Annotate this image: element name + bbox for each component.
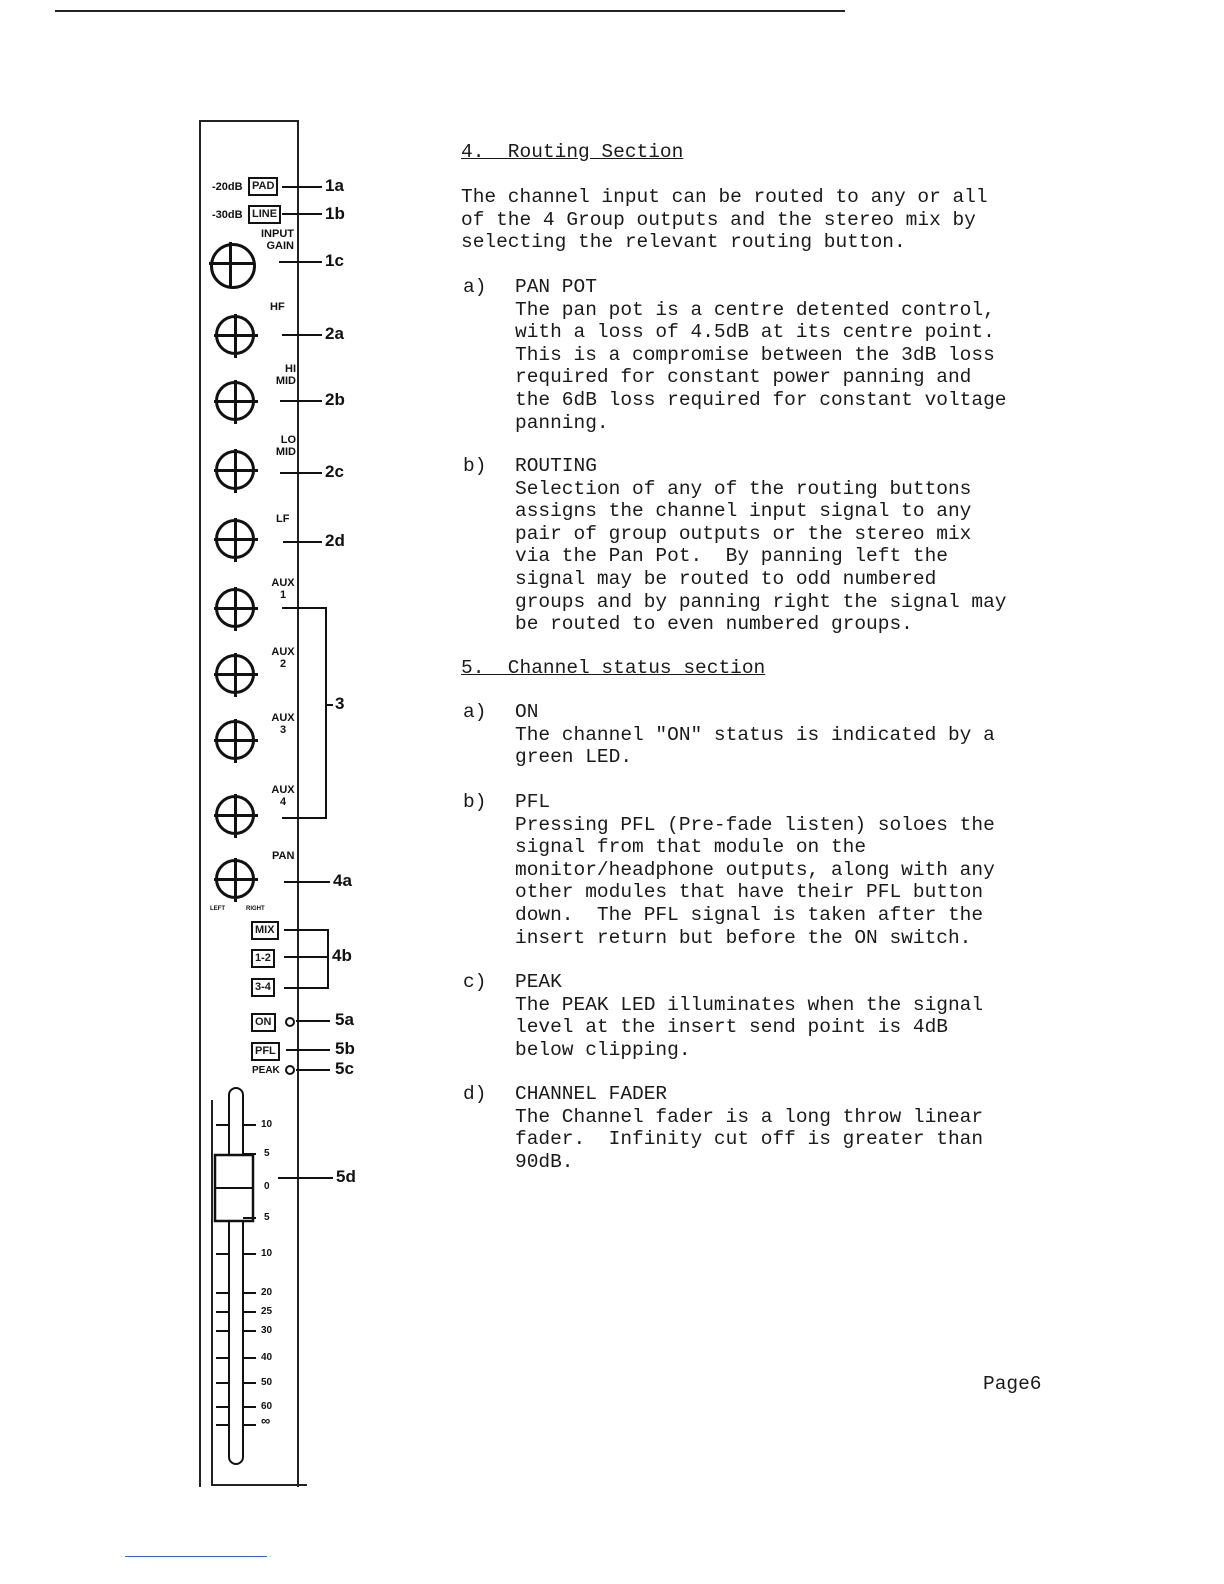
item-letter: b) — [463, 791, 487, 813]
fader-scale-label: ∞ — [261, 1413, 271, 1428]
callout-2a: 2a — [325, 324, 344, 343]
pfl-button[interactable]: PFL — [251, 1042, 280, 1061]
pad-button[interactable]: PAD — [248, 177, 278, 196]
item-letter: d) — [463, 1083, 487, 1105]
callout-2d: 2d — [325, 531, 345, 550]
callout-5a: 5a — [335, 1010, 354, 1029]
item-body: CHANNEL FADER The Channel fader is a long throw linear fader. Infinity cut off is greater than 90dB. — [515, 1083, 984, 1173]
callout-1b: 1b — [325, 204, 345, 223]
pan-label: PAN — [272, 850, 295, 862]
callout-2b: 2b — [325, 390, 345, 409]
callout-3: 3 — [335, 694, 345, 713]
callout-4b: 4b — [332, 946, 352, 965]
line-level-label: -30dB — [212, 209, 243, 221]
fader-scale-label: 40 — [261, 1352, 273, 1363]
aux3-knob[interactable] — [215, 720, 255, 760]
item-letter: a) — [463, 701, 487, 723]
callout-lines — [0, 0, 380, 1500]
lo-mid-knob[interactable] — [215, 450, 255, 490]
section-4-heading: 4. Routing Section — [461, 141, 684, 163]
section-4-intro: The channel input can be routed to any or all of the 4 Group outputs and the stereo mix by selecting the relevant routing button. — [461, 186, 988, 254]
fader-scale-label: 10 — [261, 1119, 273, 1130]
mix-button[interactable]: MIX — [251, 921, 279, 940]
line-button[interactable]: LINE — [248, 205, 281, 224]
lf-label: LF — [276, 513, 290, 525]
pan-knob[interactable] — [215, 859, 255, 899]
callout-5d: 5d — [336, 1167, 356, 1186]
fader-scale-label: 25 — [261, 1306, 273, 1317]
hf-knob[interactable] — [215, 315, 255, 355]
fader-scale-label: 50 — [261, 1377, 273, 1388]
item-letter: c) — [463, 971, 487, 993]
callout-4a: 4a — [333, 871, 352, 890]
lf-knob[interactable] — [215, 519, 255, 559]
aux4-label: AUX 4 — [271, 784, 295, 808]
item-body: PFL Pressing PFL (Pre-fade listen) soloes the signal from that module on the monitor/headphone outputs, along with any other modules that have their PFL button down. The PFL signal is taken after the insert return but before the ON switch. — [515, 791, 995, 949]
input-gain-label: INPUT GAIN — [261, 228, 294, 252]
aux2-knob[interactable] — [215, 654, 255, 694]
aux1-label: AUX 1 — [271, 577, 295, 601]
aux1-knob[interactable] — [215, 588, 255, 628]
pad-level-label: -20dB — [212, 181, 243, 193]
bottom-rule — [125, 1556, 267, 1557]
pan-left-label: LEFT — [210, 906, 225, 912]
callout-1a: 1a — [325, 176, 344, 195]
callout-2c: 2c — [325, 462, 344, 481]
fader-scale-label: 5 — [264, 1148, 270, 1159]
item-letter: a) — [463, 276, 487, 298]
item-body: ROUTING Selection of any of the routing buttons assigns the channel input signal to any pair of group outputs or the stereo mix via the Pan Pot. By panning left the signal may be routed to odd numbered groups and by panning right the signal may be routed to even numbered groups. — [515, 455, 1007, 636]
hf-label: HF — [270, 301, 285, 313]
fader-scale-label: 30 — [261, 1325, 273, 1336]
aux3-label: AUX 3 — [271, 712, 295, 736]
route-1-2-button[interactable]: 1-2 — [251, 949, 275, 968]
aux4-knob[interactable] — [215, 795, 255, 835]
callout-5b: 5b — [335, 1039, 355, 1058]
hi-mid-knob[interactable] — [215, 381, 255, 421]
callout-1c: 1c — [325, 251, 344, 270]
on-button[interactable]: ON — [251, 1013, 276, 1032]
hi-mid-label: HI MID — [275, 363, 296, 387]
page-number: Page6 — [983, 1373, 1042, 1395]
fader-scale-label: 20 — [261, 1287, 273, 1298]
aux2-label: AUX 2 — [271, 646, 295, 670]
input-gain-knob[interactable] — [210, 243, 256, 289]
item-body: ON The channel "ON" status is indicated by a green LED. — [515, 701, 995, 769]
fader-scale-label: 5 — [264, 1212, 270, 1223]
route-3-4-button[interactable]: 3-4 — [251, 978, 275, 997]
item-letter: b) — [463, 455, 487, 477]
item-body: PAN POT The pan pot is a centre detented control, with a loss of 4.5dB at its centre point. This is a compromise between the 3dB loss required for constant power panning and the 6dB loss required for constant voltage panning. — [515, 276, 1007, 434]
pan-right-label: RIGHT — [246, 906, 265, 912]
section-5-heading: 5. Channel status section — [461, 657, 766, 679]
fader-scale-label: 0 — [264, 1181, 270, 1192]
lo-mid-label: LO MID — [275, 434, 296, 458]
peak-label: PEAK — [252, 1065, 280, 1076]
fader-scale-label: 10 — [261, 1248, 273, 1259]
callout-5c: 5c — [335, 1059, 354, 1078]
item-body: PEAK The PEAK LED illuminates when the signal level at the insert send point is 4dB below clipping. — [515, 971, 984, 1061]
fader-scale-label: 60 — [261, 1401, 273, 1412]
